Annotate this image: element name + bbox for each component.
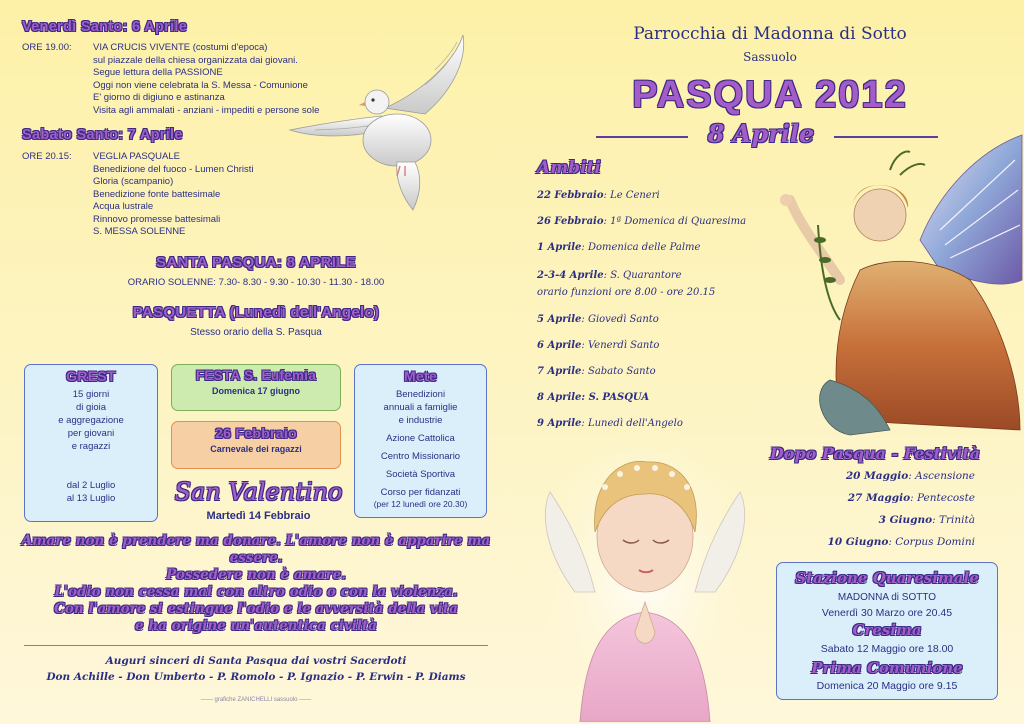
- love-quote: [0, 533, 512, 635]
- item-date: 2-3-4 Aprile: [537, 270, 604, 281]
- grest-line: per giovani: [67, 428, 115, 439]
- friday-line: Segue lettura della PASSIONE: [93, 67, 223, 78]
- mete-box: [354, 364, 487, 518]
- saturday-line: Acqua lustrale: [93, 201, 154, 212]
- grest-line: e aggregazione: [58, 415, 124, 426]
- town-name: Sassuolo: [743, 50, 797, 64]
- mete-line: Società Sportiva: [385, 469, 456, 480]
- item-desc: : Pentecoste: [910, 492, 975, 504]
- dopo-pasqua-title: Dopo Pasqua - Festività: [769, 444, 981, 463]
- valentino-title: San Valentino: [174, 478, 343, 506]
- print-credits: —— grafiche ZANICHELLI sassuolo ——: [200, 697, 312, 703]
- carnevale-title: 26 Febbraio: [215, 425, 297, 441]
- item-date: 27 Maggio: [847, 492, 911, 504]
- mete-line: Benedizioni: [395, 389, 446, 400]
- grest-line: di gioia: [75, 402, 107, 413]
- item-date: 26 Febbraio: [537, 216, 604, 227]
- mete-line: Centro Missionario: [380, 451, 461, 462]
- festa-box: [171, 364, 341, 411]
- list-item: [848, 492, 975, 504]
- valentino-date: Martedì 14 Febbraio: [206, 510, 311, 522]
- item-date: 8 Aprile: [537, 392, 582, 403]
- comunione-when: Domenica 20 Maggio ore 9.15: [816, 680, 958, 692]
- list-item: [537, 270, 682, 281]
- item-date: 6 Aprile: [537, 340, 582, 351]
- item-date: 10 Giugno: [827, 536, 889, 548]
- stazione-when: Venerdì 30 Marzo ore 20.45: [821, 607, 953, 619]
- stazione-title: Stazione Quaresimale: [795, 569, 979, 587]
- item-date: 3 Giugno: [878, 514, 933, 526]
- quote-line: e ha origine un'autentica civiltà: [135, 618, 377, 634]
- saturday-line: Gloria (scampanio): [93, 176, 174, 187]
- angel-illustration: [770, 130, 1024, 442]
- list-item: [537, 366, 656, 377]
- carnevale-box: [171, 421, 341, 469]
- mete-line: Corso per fidanzati: [380, 487, 461, 498]
- mete-line: annuali a famiglie: [383, 402, 458, 413]
- cresima-when: Sabato 12 Maggio ore 18.00: [820, 643, 954, 655]
- grest-spacer: [25, 453, 157, 466]
- item-date: 9 Aprile: [537, 418, 582, 429]
- item-desc: : 1ª Domenica di Quaresima: [603, 216, 747, 227]
- list-item: [537, 392, 649, 403]
- carnevale-subtitle: Carnevale dei ragazzi: [210, 444, 302, 454]
- item-desc: : S. PASQUA: [581, 392, 650, 403]
- list-item: [537, 418, 683, 429]
- stazione-box: [776, 562, 998, 700]
- grest-line: al 13 Luglio: [66, 493, 116, 504]
- list-item: [537, 287, 715, 298]
- friday-line: E' giorno di digiuno e astinanza: [93, 92, 225, 103]
- pasquetta-title: PASQUETTA (Lunedì dell'Angelo): [132, 304, 380, 321]
- item-date: 22 Febbraio: [537, 190, 604, 201]
- page-title: PASQUA 2012: [632, 74, 908, 116]
- saturday-lines: [93, 151, 343, 239]
- saturday-line: Benedizione fonte battesimale: [93, 188, 221, 200]
- list-item: [537, 190, 660, 201]
- saturday-line: S. MESSA SOLENNE: [93, 226, 186, 237]
- item-desc: : Sabato Santo: [581, 366, 656, 377]
- date-rule-left: [596, 136, 688, 138]
- item-date: 20 Maggio: [845, 470, 909, 482]
- item-desc: : Trinità: [932, 514, 975, 526]
- friday-line: VIA CRUCIS VIVENTE (costumi d'epoca): [93, 42, 268, 53]
- grest-box: [24, 364, 158, 522]
- pasquetta-subtitle: Stesso orario della S. Pasqua: [190, 327, 322, 338]
- grest-line: 15 giorni: [72, 389, 110, 400]
- mete-title: Mete: [403, 368, 438, 384]
- friday-line: Visita agli ammalati - anziani - impediti e persone sole: [93, 104, 320, 116]
- item-desc: : Ascensione: [908, 470, 975, 482]
- greeting-line: Auguri sinceri di Santa Pasqua dai vostri Sacerdoti: [105, 655, 407, 667]
- parish-name: Parrocchia di Madonna di Sotto: [633, 24, 907, 44]
- easter-title: SANTA PASQUA: 8 APRILE: [156, 254, 356, 271]
- saturday-line: Rinnovo promesse battesimali: [93, 213, 221, 225]
- grest-line: dal 2 Luglio: [66, 480, 116, 491]
- list-item: [537, 216, 746, 227]
- friday-title: Venerdì Santo: 6 Aprile: [22, 19, 188, 35]
- item-desc: : Domenica delle Palme: [581, 242, 701, 253]
- divider: [24, 645, 488, 646]
- saturday-title: Sabato Santo: 7 Aprile: [22, 127, 183, 143]
- stazione-place: MADONNA di SOTTO: [837, 592, 937, 603]
- grest-line: e ragazzi: [71, 441, 111, 452]
- item-desc: : Lunedì dell'Angelo: [581, 418, 683, 429]
- list-item: [537, 340, 659, 351]
- item-desc: : Corpus Domini: [888, 536, 975, 548]
- easter-date: 8 Aprile: [707, 119, 815, 148]
- quote-line: Con l'amore si estingue l'odio e le avversità della vita: [54, 601, 458, 617]
- item-desc: : Venerdì Santo: [581, 340, 660, 351]
- child-angel-illustration: [535, 432, 755, 722]
- friday-line: Oggi non viene celebrata la S. Messa - Comunione: [93, 79, 308, 91]
- item-desc: : Giovedì Santo: [581, 314, 659, 325]
- quote-line: L'odio non cessa mai con altro odio o con la violenza.: [54, 584, 458, 600]
- comunione-title: Prima Comunione: [811, 659, 963, 677]
- saturday-line: Benedizione del fuoco - Lumen Christi: [93, 163, 254, 175]
- mete-line: (per 12 lunedì ore 20.30): [373, 499, 468, 509]
- list-item: [846, 470, 975, 482]
- mete-line: e industrie: [398, 415, 443, 426]
- easter-hours: ORARIO SOLENNE: 7.30- 8.30 - 9.30 - 10.30 - 11.30 - 18.00: [127, 277, 385, 288]
- saturday-time: ORE 20.15:: [22, 151, 72, 162]
- grest-spacer: [25, 466, 157, 479]
- list-item: [879, 514, 975, 526]
- item-desc: orario funzioni ore 8.00 - ore 20.15: [537, 287, 716, 298]
- saturday-line: VEGLIA PASQUALE: [93, 151, 180, 162]
- priests-names: Don Achille - Don Umberto - P. Romolo - P. Ignazio - P. Erwin - P. Diams: [46, 671, 466, 683]
- mete-line: Azione Cattolica: [386, 433, 455, 444]
- quote-line: Possedere non è amare.: [166, 567, 346, 583]
- grest-title: GREST: [66, 368, 116, 384]
- festa-title: FESTA S. Eufemia: [195, 368, 317, 383]
- list-item: [537, 242, 700, 253]
- item-date: 5 Aprile: [537, 314, 582, 325]
- list-item: [828, 536, 975, 548]
- list-item: [537, 314, 659, 325]
- ambiti-title: Ambiti: [537, 158, 601, 178]
- quote-line: Amare non è prendere ma donare. L'amore non è apparire ma essere.: [21, 533, 491, 566]
- cresima-title: Cresima: [852, 621, 922, 639]
- item-desc: : Le Ceneri: [603, 190, 660, 201]
- item-date: 7 Aprile: [537, 366, 582, 377]
- item-desc: : S. Quarantore: [603, 270, 682, 281]
- friday-time: ORE 19.00:: [22, 42, 72, 53]
- festa-subtitle: Domenica 17 giugno: [211, 386, 300, 396]
- item-date: 1 Aprile: [537, 242, 582, 253]
- friday-line: sul piazzale della chiesa organizzata dai giovani.: [93, 54, 298, 66]
